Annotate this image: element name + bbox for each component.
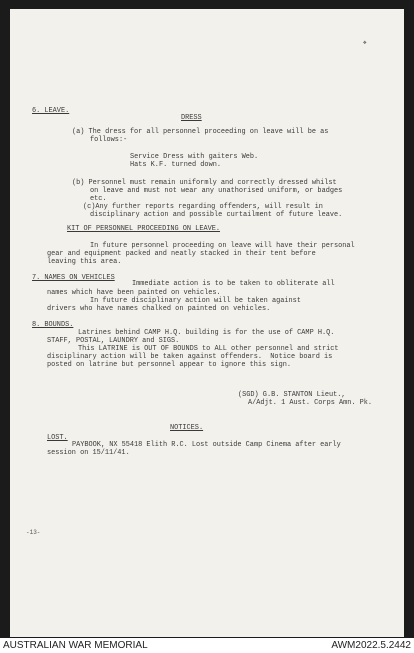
signature-line2: A/Adjt. 1 Aust. Corps Amn. Pk. <box>248 399 373 407</box>
section-7-line2: names which have been painted on vehicles. <box>47 289 221 297</box>
section-7-line1: Immediate action is to be taken to obliterate all <box>132 280 335 288</box>
para-a-line1: (a) The dress for all personnel proceeding on leave will be as <box>72 128 329 136</box>
kit-line2: gear and equipment packed and neatly stacked in their tent before <box>47 250 316 258</box>
para-c-line1: (c)Any further reports regarding offenders, will result in <box>83 203 323 211</box>
section-7-line3: In future disciplinary action will be taken against <box>90 297 301 305</box>
footer-institution: AUSTRALIAN WAR MEMORIAL <box>3 640 148 651</box>
para-a-line2: follows:- <box>90 136 128 144</box>
section-8-line5: posted on latrine but personnel appear to ignore this sign. <box>47 361 291 369</box>
lost-label: LOST. <box>47 434 68 442</box>
para-b-line1: (b) Personnel must remain uniformly and correctly dressed whilst <box>72 179 337 187</box>
kit-line1: In future personnel proceeding on leave will have their personal <box>90 242 355 250</box>
section-6-heading: 6. LEAVE. <box>32 107 70 115</box>
dress-heading: DRESS <box>181 114 202 122</box>
section-8-line3: This LATRINE is OUT OF BOUNDS to ALL other personnel and strict <box>78 345 339 353</box>
section-7-line4: drivers who have names chalked on painted on vehicles. <box>47 305 271 313</box>
section-8-line1: Latrines behind CAMP H.Q. building is for the use of CAMP H.Q. <box>78 329 335 337</box>
document-page <box>10 9 404 637</box>
section-8-line4: disciplinary action will be taken against offenders. Notice board is <box>47 353 333 361</box>
kit-line3: leaving this area. <box>47 258 122 266</box>
lost-line2: session on 15/11/41. <box>47 449 130 457</box>
service-dress-line: Service Dress with gaiters Web. <box>130 153 259 161</box>
section-8-heading: 8. BOUNDS. <box>32 321 74 329</box>
page-number-mark: -13- <box>26 529 41 536</box>
notices-heading: NOTICES. <box>170 424 204 432</box>
lost-line1: PAYBOOK, NX 55418 Elith R.C. Lost outside Camp Cinema after early <box>72 441 341 449</box>
para-b-line3: etc. <box>90 195 107 203</box>
corner-mark: ❖ <box>363 39 367 46</box>
para-c-line2: disciplinary action and possible curtailment of future leave. <box>90 211 343 219</box>
para-b-line2: on leave and must not wear any unathorised uniform, or badges <box>90 187 343 195</box>
hats-line: Hats K.F. turned down. <box>130 161 221 169</box>
section-7-heading: 7. NAMES ON VEHICLES <box>32 274 115 282</box>
section-8-line2: STAFF, POSTAL, LAUNDRY and SIGS. <box>47 337 180 345</box>
signature-line1: (SGD) G.B. STANTON Lieut., <box>238 391 346 399</box>
footer-accession-number: AWM2022.5.2442 <box>331 640 411 651</box>
kit-heading: KIT OF PERSONNEL PROCEEDING ON LEAVE. <box>67 225 220 233</box>
archive-footer <box>0 638 414 653</box>
